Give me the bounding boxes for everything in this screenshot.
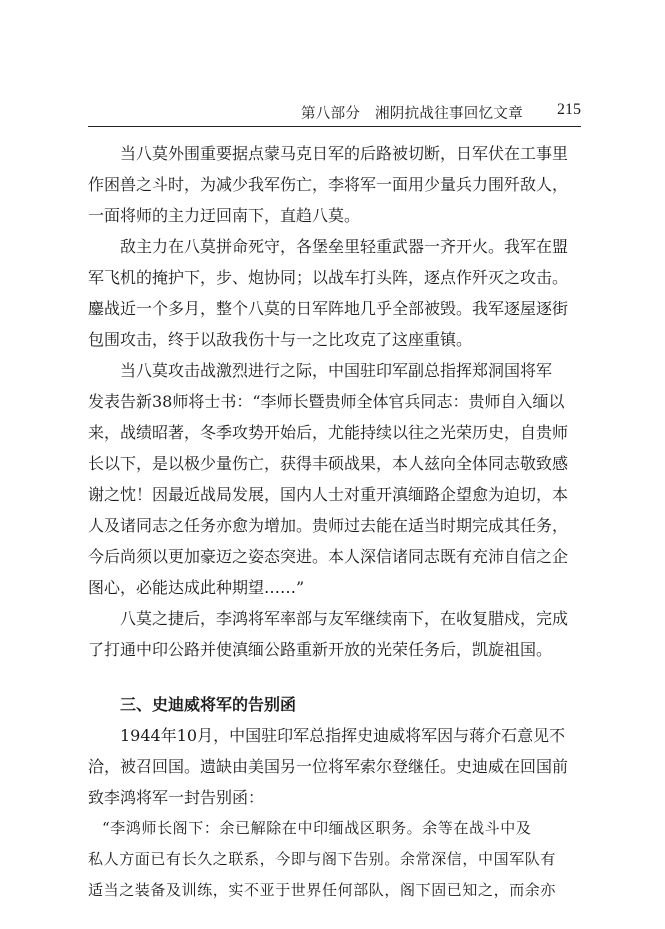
text-line: 八莫之捷后，李鸿将军率部与友军继续南下，在收复腊戍，完成	[120, 609, 569, 628]
text-line: 洽，被召回国。遗缺由美国另一位将军索尔登继任。史迪威在回国前	[88, 757, 569, 776]
text-line: 来，战绩昭著，冬季攻势开始后，尤能持续以往之光荣历史，自贵师	[88, 423, 569, 442]
text-line: 当八莫外围重要据点蒙马克日军的后路被切断，日军伏在工事里	[120, 144, 569, 163]
section-gap	[88, 665, 581, 689]
text-line: 当八莫攻击战激烈进行之际，中国驻印军副总指挥郑洞国将军	[120, 361, 553, 380]
paragraph	[88, 231, 581, 355]
text-line: 1944年10月，中国驻印军总指挥史迪威将军因与蒋介石意见不	[120, 726, 566, 745]
letter-quote	[88, 813, 581, 906]
header-title: 第八部分 湘阴抗战往事回忆文章	[301, 106, 523, 122]
paragraph	[88, 720, 581, 813]
paragraph	[88, 603, 581, 665]
paragraph	[88, 138, 581, 231]
text-line: 一面将师的主力迂回南下，直趋八莫。	[88, 206, 361, 225]
text-line: 作困兽之斗时，为减少我军伤亡，李将军一面用少量兵力围歼敌人，	[88, 175, 569, 194]
text-line: 军飞机的掩护下，步、炮协同；以战车打头阵，逐点作歼灭之攻击。	[88, 268, 569, 287]
text-line: 致李鸿将军一封告别函：	[88, 788, 265, 807]
paragraph	[88, 355, 581, 603]
page-body	[88, 138, 581, 906]
quote-line: “李鸿师长阁下：余已解除在中印缅战区职务。余等在战斗中及	[102, 819, 532, 837]
text-line: 谢之忱！因最近战局发展，国内人士对重开滇缅路企望愈为迫切，本	[88, 485, 569, 504]
text-line: 图心，必能达成此种期望……”	[88, 578, 305, 597]
quote-line: 适当之装备及训练，实不亚于世界任何部队，阁下固已知之，而余亦	[88, 881, 557, 899]
text-line: 了打通中印公路并使滇缅公路重新开放的光荣任务后，凯旋祖国。	[88, 640, 553, 659]
text-line: 敌主力在八莫拼命死守，各堡垒里轻重武器一齐开火。我军在盟	[120, 237, 569, 256]
text-line: 今后尚须以更加豪迈之姿态突进。本人深信诸同志既有充沛自信之企	[88, 547, 569, 566]
text-line: 包围攻击，终于以敌我伤十与一之比攻克了这座重镇。	[88, 330, 473, 349]
text-line: 人及诸同志之任务亦愈为增加。贵师过去能在适当时期完成其任务，	[88, 516, 569, 535]
quote-line: 私人方面已有长久之联系，今即与阁下告别。余常深信，中国军队有	[88, 850, 557, 868]
running-header	[88, 100, 581, 127]
text-line: 发表告新38师将士书：“李师长暨贵师全体官兵同志：贵师自入缅以	[88, 392, 565, 411]
section-heading: 三、史迪威将军的告别函	[120, 695, 297, 714]
text-line: 鏖战近一个多月，整个八莫的日军阵地几乎全部被毁。我军逐屋逐街	[88, 299, 569, 318]
page-number: 215	[557, 101, 581, 118]
text-line: 长以下，是以极少量伤亡，获得丰硕战果，本人兹向全体同志敬致感	[88, 454, 569, 473]
